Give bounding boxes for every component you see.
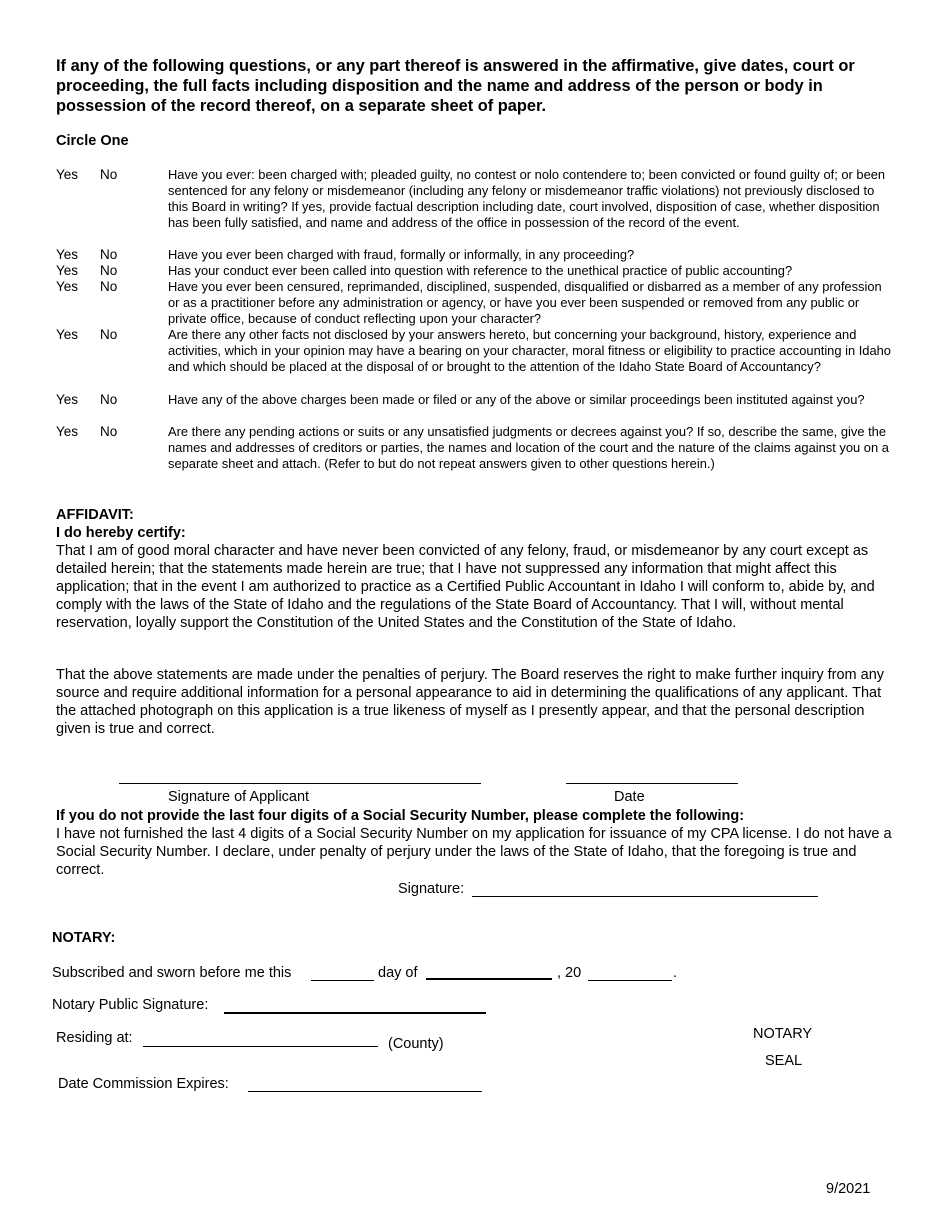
no-option[interactable]: No [100,263,118,278]
question-3 [56,263,896,279]
applicant-signature-line[interactable] [119,769,481,784]
notary-signature-label: Notary Public Signature: [52,997,209,1013]
certify-heading: I do hereby certify: [56,525,186,541]
affidavit-heading: AFFIDAVIT: [56,507,134,523]
commission-label: Date Commission Expires: [58,1076,229,1092]
yes-option[interactable]: Yes [56,167,79,182]
question-text: Have you ever been charged with fraud, formally or informally, in any proceeding? [168,247,635,262]
question-6 [56,392,896,408]
question-2 [56,247,896,263]
yes-option[interactable]: Yes [56,279,79,294]
question-7 [56,424,896,472]
day-line[interactable] [311,966,374,981]
notary-signature-line[interactable] [224,998,486,1014]
applicant-signature-label: Signature of Applicant [168,789,310,805]
question-text: Are there any other facts not disclosed by your answers hereto, but concerning your background, history, experience and activities, which in your opinion may have a bearing on your character, moral fitness or eligibility to practice accounting in Idaho and which should be placed at the disposal of or brought to the attention of the Idaho State Board of Accountancy? [168,327,891,374]
residing-line[interactable] [143,1032,378,1047]
question-text: Are there any pending actions or suits or any unsatisfied judgments or decrees against you? If so, describe the same, give the names and addresses of creditors or parties, the names and location of the court and the nature of the claims against you on a separate sheet and attach. (Refer to but do not repeat answers given to other questions herein.) [168,424,889,471]
ssn-signature-line[interactable] [472,882,818,897]
yes-option[interactable]: Yes [56,327,79,342]
question-text: Has your conduct ever been called into question with reference to the unethical practice of public accounting? [168,263,793,278]
instructions-heading: If any of the following questions, or any part thereof is answered in the affirmative, give dates, court or proceeding, the full facts including disposition and the name and address of the person or body in possession of the record thereof, on a separate sheet of paper. [56,57,855,115]
year-line[interactable] [588,966,672,981]
county-label: (County) [388,1036,444,1052]
notary-heading: NOTARY: [52,930,116,946]
revision-date: 9/2021 [826,1181,871,1197]
no-option[interactable]: No [100,279,118,294]
yes-option[interactable]: Yes [56,263,79,278]
no-option[interactable]: No [100,247,118,262]
notary-seal-line-2: SEAL [765,1053,803,1069]
notary-seal-line-1: NOTARY [753,1026,813,1042]
affidavit-paragraph-2: That the above statements are made under the penalties of perjury. The Board reserves the right to make further inquiry from any source and require additional information for a personal appearance to aid in determining the qualifications of any applicant. That the attached photograph on this application is a true likeness of myself as I presently appear, and that the personal description given is true and correct. [56,667,885,737]
date-label: Date [614,789,645,805]
yes-option[interactable]: Yes [56,424,79,439]
circle-one-label: Circle One [56,133,129,149]
ssn-heading: If you do not provide the last four digits of a Social Security Number, please complete the following: [56,808,745,824]
ssn-signature-label: Signature: [398,881,465,897]
ssn-declaration: I have not furnished the last 4 digits of a Social Security Number on my application for issuance of my CPA license. I do not have a Social Security Number. I declare, under penalty of perjury under the laws of the State of Idaho, that the foregoing is true and correct. [56,826,892,878]
residing-label: Residing at: [56,1030,133,1046]
subscribed-label: Subscribed and sworn before me this [52,965,292,981]
date-line[interactable] [566,769,738,784]
commission-line[interactable] [248,1077,482,1092]
question-5 [56,327,896,375]
month-line[interactable] [426,964,552,980]
question-text: Have you ever: been charged with; pleaded guilty, no contest or nolo contendere to; been convicted or found guilty of; or been sentenced for any felony or misdemeanor (including any felony or misdemeanor traffic violations) not previously disclosed to this Board in writing? If yes, provide factual description including date, court involved, disposition of case, whether disposition has been fully satisfied, and name and address of the office in possession of the record of the event. [168,167,886,230]
question-1 [56,167,896,231]
yes-option[interactable]: Yes [56,392,79,407]
question-text: Have any of the above charges been made or filed or any of the above or similar proceedings been instituted against you? [168,392,865,407]
affidavit-paragraph-1: That I am of good moral character and have never been convicted of any felony, fraud, or misdemeanor by any court except as detailed herein; that the statements made herein are true; that I have not suppressed any information that might affect this application; that in the event I am authorized to practice as a Certified Public Accountant in Idaho I will conform to, abide by, and comply with the laws of the State of Idaho and the regulations of the State Board of Accountancy. That I will, without mental reservation, loyally support the Constitution of the United States and the Constitution of the State of Idaho. [56,543,875,631]
no-option[interactable]: No [100,424,118,439]
no-option[interactable]: No [100,327,118,342]
year-suffix: . [673,965,678,981]
question-text: Have you ever been censured, reprimanded, disciplined, suspended, disqualified or disbarred as a member of any profession or as a practitioner before any administration or agency, or have you ever been suspended or removed from any public or private office, because of conduct reflecting upon your character? [168,279,882,326]
yes-option[interactable]: Yes [56,247,79,262]
no-option[interactable]: No [100,167,118,182]
day-of-label: day of [378,965,418,981]
no-option[interactable]: No [100,392,118,407]
year-prefix: , 20 [557,965,582,981]
question-4 [56,279,896,327]
